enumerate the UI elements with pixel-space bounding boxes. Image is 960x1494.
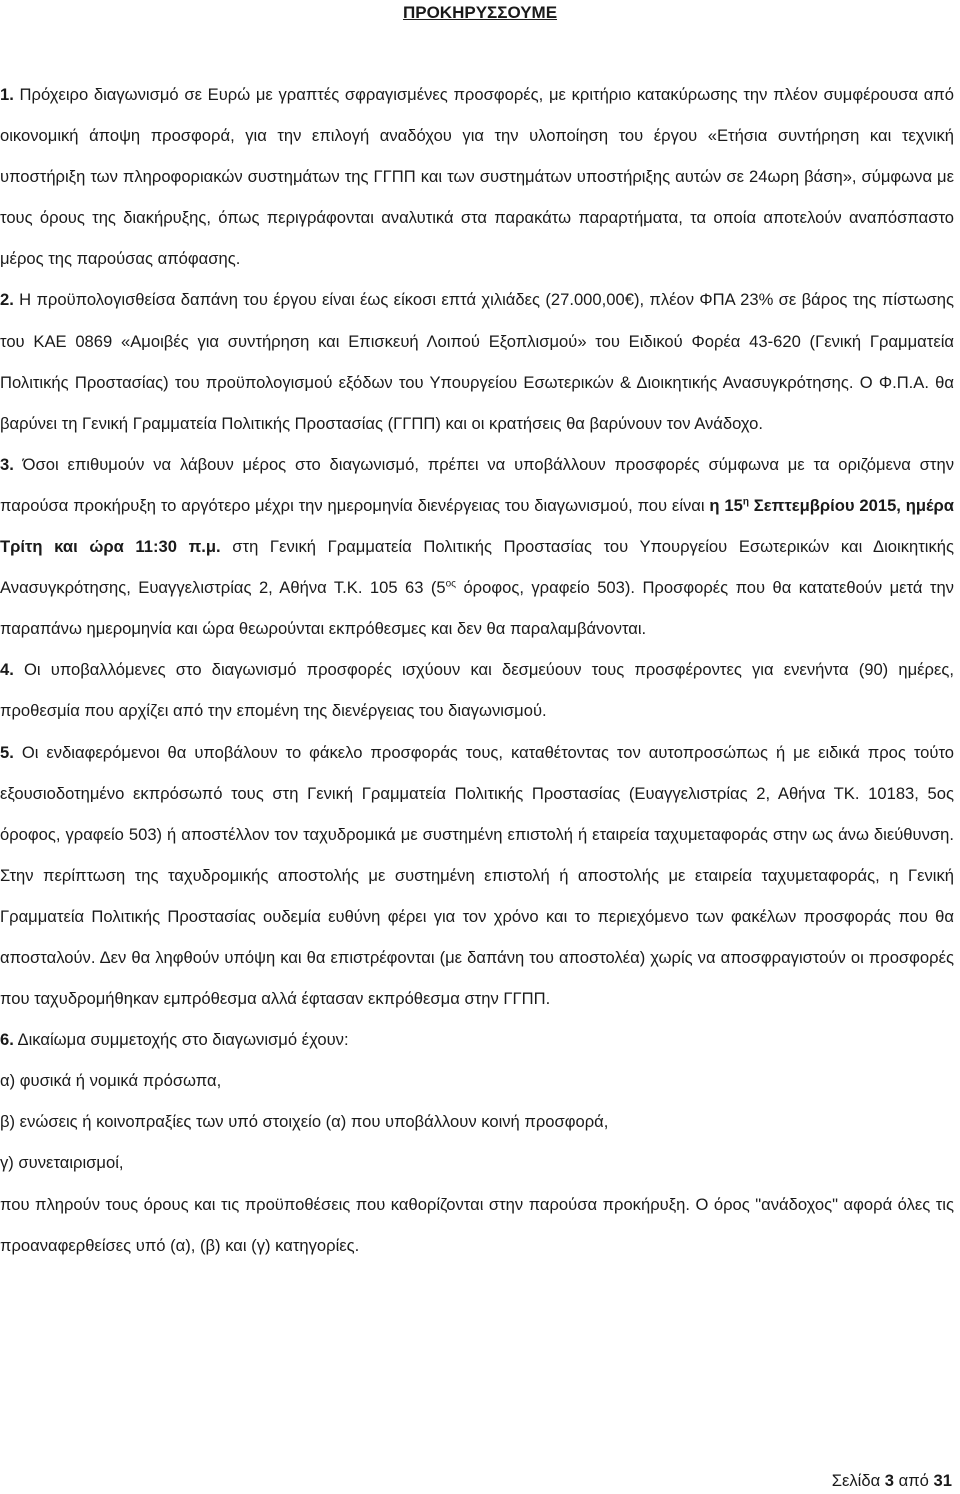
paragraph-text: Πρόχειρο διαγωνισμό σε Ευρώ με γραπτές σφραγισμένες προσφορές, με κριτήριο κατακύρωσης την πλέον συμφέρουσα από οικονομική άποψη προσφορά, για την επιλογή αναδόχου για την υλοποίηση του έργου «Ετήσια συντήρηση και τεχνική υποστήριξη των πληροφοριακών συστημάτων της ΓΓΠΠ και των συστημάτων υποστήριξης αυτών σε 24ωρη βάση», σύμφωνα με τους όρους της διακήρυξης, όπως περιγράφονται αναλυτικά στα παρακάτω παραρτήματα, τα οποία αποτελούν αναπόσπαστο μέρος της παρούσας απόφασης. (0, 85, 954, 269)
total-pages-number: 31 (933, 1471, 952, 1490)
item-number: 4. (0, 660, 14, 680)
paragraph-1 (0, 74, 954, 279)
deadline-date: η $15^\eta$ Σεπτεμβρίου 2015, ημέρα Τρίτη και ώρα 11:30 π.μ. (0, 495, 954, 557)
paragraph-text: Οι υποβαλλόμενες στο διαγωνισμό προσφορές ισχύουν και δεσμεύουν τους προσφέροντες για ενενήντα (90) ημέρες, προθεσμία που αρχίζει από την επομένη της διενέργειας του διαγωνισμού. (0, 660, 954, 721)
closing-paragraph: που πληρούν τους όρους και τις προϋποθέσεις που καθορίζονται στην παρούσα προκήρυξη. Ο όρος "ανάδοχος" αφορά όλες τις προαναφερθείσες υπό (α), (β) και (γ) κατηγορίες. (0, 1194, 954, 1255)
paragraph-text: Όσοι επιθυμούν να λάβουν μέρος στο διαγωνισμό, πρέπει να υποβάλλουν προσφορές σύμφωνα με τα οριζόμενα στην παρούσα προκήρυξη το αργότερο μέχρι την ημερομηνία διενέργειας του διαγωνισμού, που είναι (0, 454, 954, 515)
page-separator: από (894, 1471, 934, 1490)
paragraph-2 (0, 279, 954, 443)
item-number: 3. (0, 454, 14, 474)
current-page-number: 3 (884, 1471, 895, 1490)
paragraph-text: στη Γενική Γραμματεία Πολιτικής Προστασίας του Υπουργείου Εσωτερικών και Διοικητικής Ανασυγκρότησης, Ευαγγελιστρίας 2, Αθήνα Τ.Κ. 105 63 (5 (0, 537, 954, 598)
page-label: Σελίδα (831, 1471, 885, 1490)
item-number: 2. (0, 290, 14, 310)
paragraph-6 (0, 1019, 954, 1060)
paragraph-text: Η προϋπολογισθείσα δαπάνη του έργου είναι έως είκοσι επτά χιλιάδες (27.000,00€), πλέον ΦΠΑ 23% σε βάρος της πίστωσης του ΚΑΕ 0869 «Αμοιβές για συντήρηση και Επισκευή Λοιπού Εξοπλισμού» του Ειδικού Φορέα 43-620 (Γενική Γραμματεία Πολιτικής Προστασίας) του προϋπολογισμού εξόδων του Υπουργείου Εσωτερικών & Διοικητικής Ανασυγκρότησης. Ο Φ.Π.Α. θα βαρύνει τη Γενική Γραμματεία Πολιτικής Προστασίας (ΓΓΠΠ) και οι κρατήσεις θα βαρύνουν τον Ανάδοχο. (0, 290, 954, 433)
document-body (0, 74, 954, 1266)
page-footer (832, 1471, 952, 1491)
paragraph-4 (0, 649, 954, 731)
item-number: 6. (0, 1030, 14, 1050)
paragraph-5 (0, 732, 954, 1020)
item-number: 1. (0, 85, 14, 104)
paragraph-text: όροφος, γραφείο 503). Προσφορές που θα κατατεθούν μετά την παραπάνω ημερομηνία και ώρα θεωρούνται εκπρόθεσμες και δεν θα παραλαμβάνονται. (0, 578, 954, 639)
floor-superscript: ος (445, 578, 457, 590)
paragraph-text: Δικαίωμα συμμετοχής στο διαγωνισμό έχουν: (13, 1030, 349, 1050)
eligibility-item-a: α) φυσικά ή νομικά πρόσωπα, (0, 1071, 222, 1091)
eligibility-item-b: β) ενώσεις ή κοινοπραξίες των υπό στοιχείο (α) που υποβάλλουν κοινή προσφορά, (0, 1112, 609, 1132)
page-title: ΠΡΟΚΗΡΥΣΣΟΥΜΕ (402, 3, 558, 22)
eligibility-item-c: γ) συνεταιρισμοί, (0, 1153, 124, 1173)
item-number: 5. (0, 742, 14, 762)
paragraph-text: Οι ενδιαφερόμενοι θα υποβάλουν το φάκελο προσφοράς τους, καταθέτοντας τον αυτοπροσώπως ή με ειδικά προς τούτο εξουσιοδοτημένο εκπρόσωπό τους στη Γενική Γραμματεία Πολιτικής Προστασίας (Ευαγγελιστρίας 2, Αθήνα ΤΚ. 10183, 5ος όροφος, γραφείο 503) ή αποστέλλον τον ταχυδρομικά με συστημένη επιστολή ή εταιρεία ταχυμεταφοράς στην ως άνω διεύθυνση. Στην περίπτωση της ταχυδρομικής αποστολής με συστημένη επιστολή ή αποστολής με εταιρεία ταχυμεταφοράς, η Γενική Γραμματεία Πολιτικής Προστασίας ουδεμία ευθύνη φέρει για τον χρόνο και το περιεχόμενο των φακέλων προσφοράς που θα αποσταλούν. Δεν θα ληφθούν υπόψη και θα επιστρέφονται (με δαπάνη του αποστολέα) χωρίς να αποσφραγιστούν οι προσφορές που ταχυδρομήθηκαν εμπρόθεσμα αλλά έφτασαν εκπρόθεσμα στην ΓΓΠΠ. (0, 742, 954, 1009)
paragraph-3 (0, 444, 954, 649)
